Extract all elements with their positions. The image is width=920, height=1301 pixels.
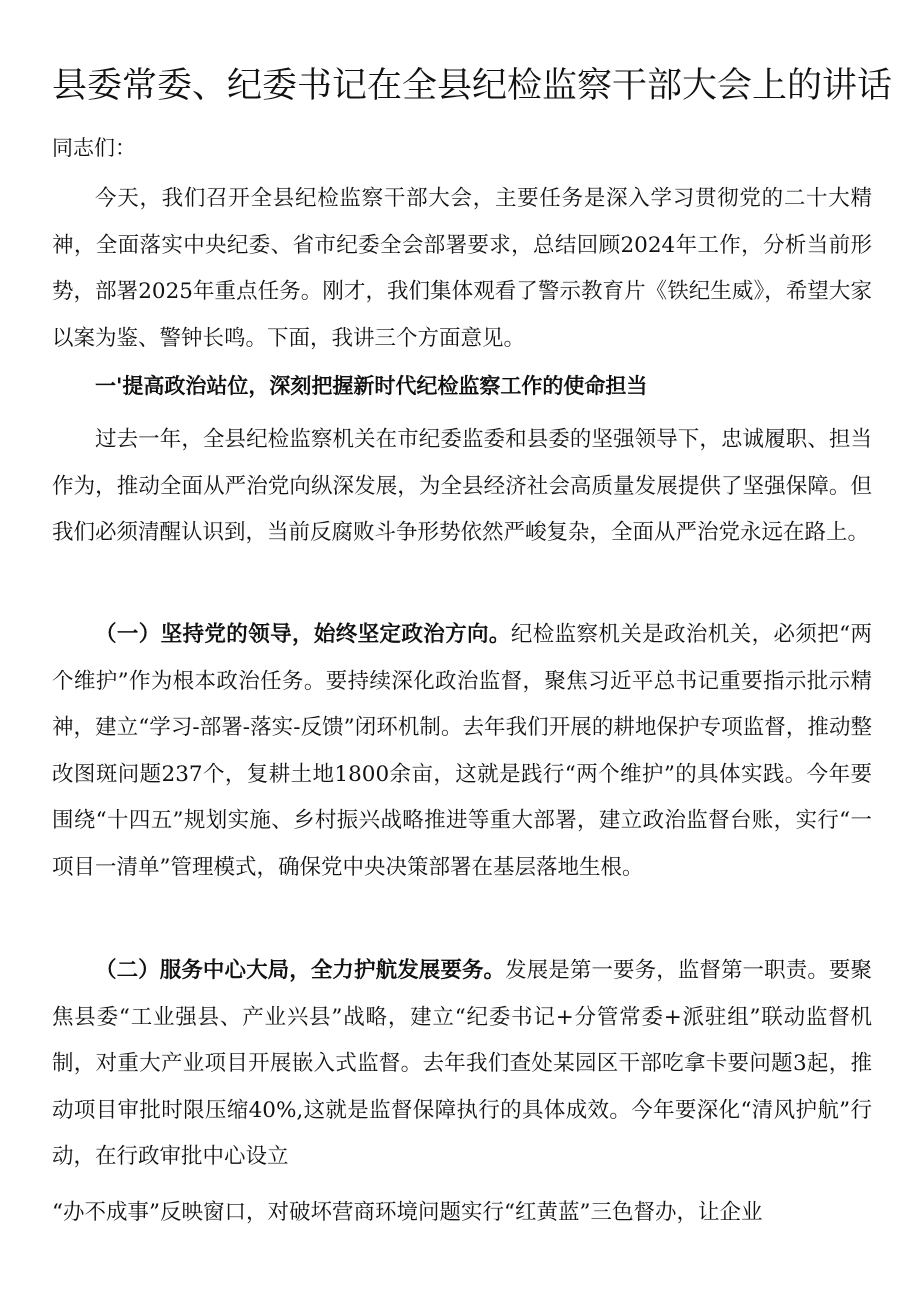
item-2-continued-line: “办不成事”反映窗口，对破坏营商环境问题实行“红黄蓝”三色督办，让企业 [52, 1200, 763, 1225]
item-2-lead: （二）服务中心大局，全力护航发展要务。 [95, 958, 506, 983]
document-title: 县委常委、纪委书记在全县纪检监察干部大会上的讲话 [52, 66, 893, 106]
item-2-paragraph [52, 948, 872, 1181]
item-2-body: 发展是第一要务，监督第一职责。要聚焦县委“工业强县、产业兴县”战略，建立“纪委书记+分管常委+派驻组”联动监督机制，对重大产业项目开展嵌入式监督。去年我们查处某园区干部吃拿卡要问题3起，推动项目审批时限压缩40%,这就是监督保障执行的具体成效。今年要深化“清风护航”行动，在行政审批中心设立 [52, 958, 872, 1169]
section-1-paragraph: 过去一年，全县纪检监察机关在市纪委监委和县委的坚强领导下，忠诚履职、担当作为，推动全面从严治党向纵深发展，为全县经济社会高质量发展提供了坚强保障。但我们必须清醒认识到，当前反腐败斗争形势依然严峻复杂，全面从严治党永远在路上。 [52, 427, 872, 545]
item-1-paragraph [52, 612, 872, 891]
salutation: 同志们： [52, 136, 136, 160]
item-1-body: 纪检监察机关是政治机关，必须把“两个维护”作为根本政治任务。要持续深化政治监督，聚焦习近平总书记重要指示批示精神，建立“学习-部署-落实-反馈”闭环机制。去年我们开展的耕地保护专项监督，推动整改图斑问题237个，复耕土地1800余亩，这就是践行“两个维护”的具体实践。今年要围绕“十四五”规划实施、乡村振兴战略推进等重大部署，建立政治监督台账，实行“一项目一清单”管理模式，确保党中央决策部署在基层落地生根。 [52, 622, 872, 880]
item-1-lead: （一）坚持党的领导，始终坚定政治方向。 [95, 622, 511, 647]
intro-paragraph: 今天，我们召开全县纪检监察干部大会，主要任务是深入学习贯彻党的二十大精神，全面落实中央纪委、省市纪委全会部署要求，总结回顾2024年工作，分析当前形势，部署2025年重点任务。刚才，我们集体观看了警示教育片《铁纪生威》，希望大家以案为鉴、警钟长鸣。下面，我讲三个方面意见。 [52, 186, 872, 351]
section-1-heading: 一'提高政治站位，深刻把握新时代纪检监察工作的使命担当 [95, 373, 648, 398]
